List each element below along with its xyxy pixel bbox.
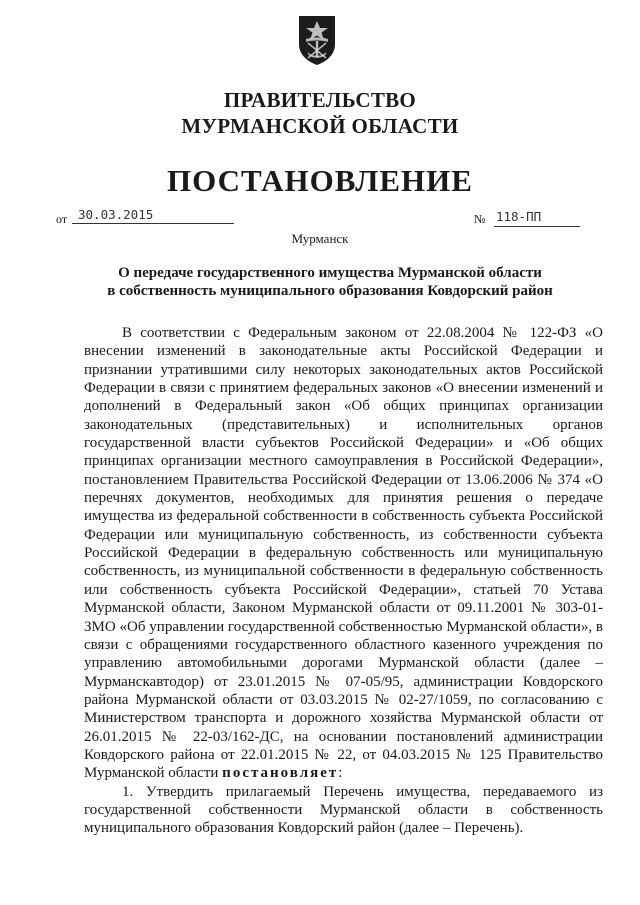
document-type-title: ПОСТАНОВЛЕНИЕ xyxy=(167,163,473,198)
subject-line-2: в собственность муниципального образования Ковдорский район xyxy=(107,283,553,299)
decree-word: постановляет xyxy=(222,765,339,782)
preamble-end: : xyxy=(338,765,343,782)
government-title-line-2: МУРМАНСКОЙ ОБЛАСТИ xyxy=(181,114,459,138)
document-number: 118-ПП xyxy=(496,209,542,224)
document-meta-row xyxy=(56,204,596,230)
city-name: Мурманск xyxy=(291,231,349,246)
preamble-text: В соответствии с Федеральным законом от 22.08.2004 № 122-ФЗ «О внесении изменений в законодательные акты Российской Федерации и признании утратившими силу некоторых законодательных актов Российской Федерации в связи с принятием федеральных законов «О внесении изменений и дополнений в Федеральный закон «Об общих принципах организации законодательных (представительных) и исполнительных органов государственной власти субъектов Российской Федерации» и «Об общих принципах организации местного самоуправления в Российской Федерации», постановлением Правительства Российской Федерации от 13.06.2006 № 374 «О перечнях документов, необходимых для принятия решения о передаче имущества из федеральной собственности в собственность субъекта Российской Федерации или муниципальную собственность, из собственности субъекта Российской Федерации в федеральную собственность или муниципальную собственность, из муниципальной собственности в федеральную собственность или собственность субъекта Российской Федерации», статьей 70 Устава Мурманской области, Законом Мурманской области от 09.11.2001 № 303-01-ЗМО «Об управлении государственной собственностью Мурманской области», в связи с обращениями государственного областного казенного учреждения по управлению автомобильными дорогами Мурманской области (далее – Мурманскавтодор) от 23.01.2015 № 07-05/95, администрации Ковдорского района Мурманской области от 03.03.2015 № 02-27/1059, по согласованию с Министерством транспорта и дорожного хозяйства Мурманской области от 26.01.2015 № 22-03/162-ДС, на основании постановлений администрации Ковдорского района от 22.01.2015 № 22, от 04.03.2015 № 125 Правительство Мурманской области xyxy=(84,325,603,782)
subject-line-1: О передаче государственного имущества Мурманской области xyxy=(118,265,542,281)
document-body xyxy=(84,324,603,838)
date-field xyxy=(72,204,234,224)
number-field xyxy=(494,204,580,227)
document-date: 30.03.2015 xyxy=(78,207,154,222)
number-label: № xyxy=(474,212,486,226)
coat-of-arms-icon xyxy=(297,14,337,66)
document-subject xyxy=(80,264,580,300)
date-label: от xyxy=(56,212,68,226)
body-paragraph-preamble xyxy=(84,324,603,783)
body-paragraph-item-1: 1. Утвердить прилагаемый Перечень имущества, передаваемого из государственной собственности Мурманской области в собственность муниципального образования Ковдорский район (далее – Перечень). xyxy=(84,783,603,837)
government-title-line-1: ПРАВИТЕЛЬСТВО xyxy=(223,88,417,112)
